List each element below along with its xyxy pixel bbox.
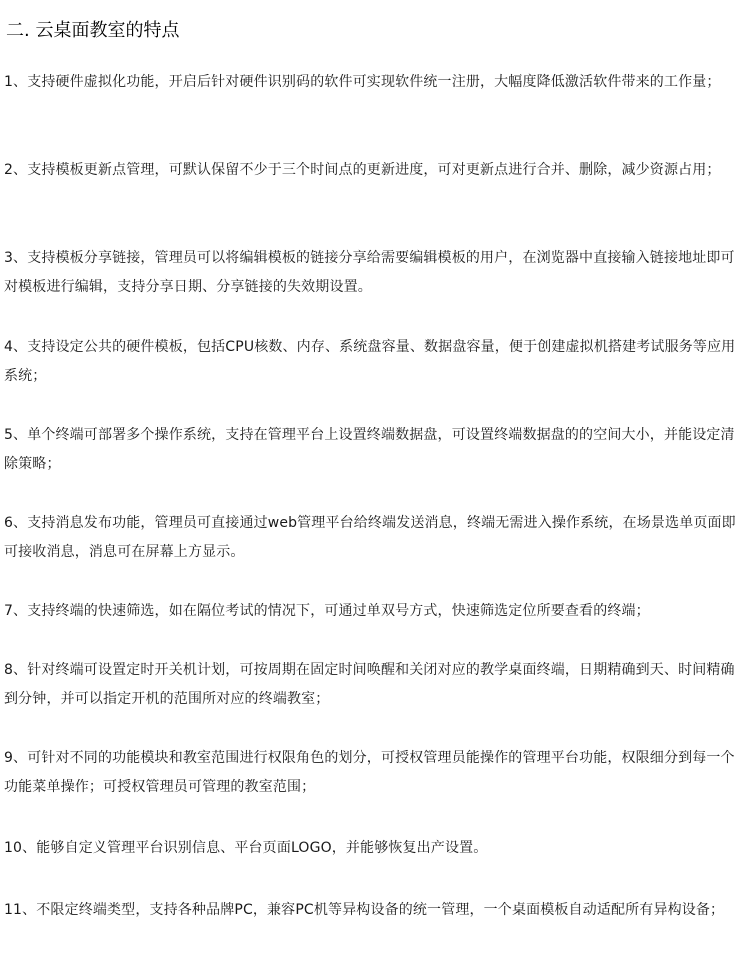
feature-item-3: 3、支持模板分享链接，管理员可以将编辑模板的链接分享给需要编辑模板的用户，在浏览器中直接输入链接地址即可对模板进行编辑，支持分享日期、分享链接的失效期设置。 [4,250,735,295]
feature-item-11: 11、不限定终端类型，支持各种品牌PC，兼容PC机等异构设备的统一管理，一个桌面模板自动适配所有异构设备； [4,902,725,918]
feature-item-10: 10、能够自定义管理平台识别信息、平台页面LOGO，并能够恢复出产设置。 [4,840,488,856]
feature-item-8: 8、针对终端可设置定时开关机计划，可按周期在固定时间唤醒和关闭对应的教学桌面终端，日期精确到天、时间精确到分钟，并可以指定开机的范围所对应的终端教室； [4,662,735,707]
feature-item-5: 5、单个终端可部署多个操作系统，支持在管理平台上设置终端数据盘，可设置终端数据盘的的空间大小，并能设定清除策略； [4,427,735,472]
feature-item-9: 9、可针对不同的功能模块和教室范围进行权限角色的划分，可授权管理员能操作的管理平台功能，权限细分到每一个功能菜单操作；可授权管理员可管理的教室范围； [4,750,735,795]
feature-item-7: 7、支持终端的快速筛选，如在隔位考试的情况下，可通过单双号方式，快速筛选定位所要查看的终端； [4,603,650,619]
feature-item-6: 6、支持消息发布功能，管理员可直接通过web管理平台给终端发送消息，终端无需进入操作系统，在场景选单页面即可接收消息，消息可在屏幕上方显示。 [4,515,736,560]
section-heading: 二. 云桌面教室的特点 [6,20,180,41]
feature-item-2: 2、支持模板更新点管理，可默认保留不少于三个时间点的更新进度，可对更新点进行合并、删除，减少资源占用； [4,162,721,178]
feature-item-4: 4、支持设定公共的硬件模板，包括CPU核数、内存、系统盘容量、数据盘容量，便于创建虚拟机搭建考试服务等应用系统； [4,339,736,384]
feature-item-1: 1、支持硬件虚拟化功能，开启后针对硬件识别码的软件可实现软件统一注册，大幅度降低激活软件带来的工作量； [4,74,721,90]
